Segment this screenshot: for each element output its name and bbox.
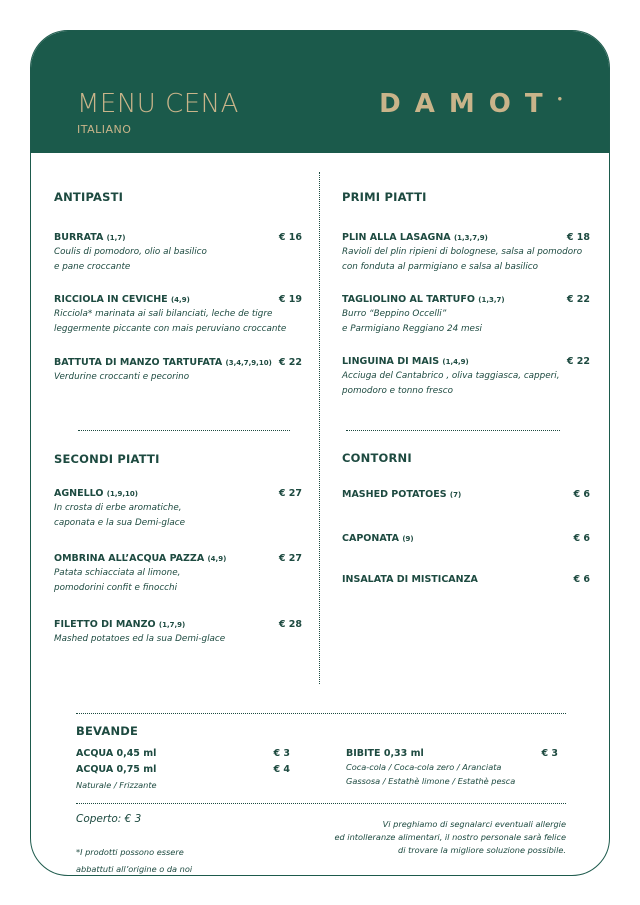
item-allergens: (1,9,10): [106, 490, 138, 498]
drink-item: [76, 764, 290, 775]
item-name: INSALATA DI MISTICANZA: [342, 574, 478, 585]
item-allergens: (1,7,9): [158, 621, 186, 629]
item-desc: Coca-cola / Coca-cola zero / Aranciata: [346, 762, 502, 772]
acqua-note: Naturale / Frizzante: [76, 780, 157, 790]
section-divider: [346, 430, 560, 431]
menu-language: ITALIANO: [77, 123, 132, 136]
item-name: TAGLIOLINO AL TARTUFO: [342, 294, 475, 305]
item-allergens: (1,3,7): [478, 296, 505, 304]
item-name: FILETTO DI MANZO: [54, 619, 156, 630]
allergie-line: Vi preghiamo di segnalarci eventuali allergie: [382, 819, 566, 829]
item-price: € 27: [278, 553, 302, 564]
item-name: ACQUA 0,75 ml: [76, 764, 157, 775]
note-line: abbattuti all’origine o da noi: [76, 864, 193, 874]
item-allergens: (1,3,7,9): [453, 234, 488, 242]
item-allergens: (7): [449, 491, 462, 499]
item-desc: Coulis di pomodoro, olio al basilico: [54, 247, 207, 257]
item-name: OMBRINA ALL’ACQUA PAZZA: [54, 553, 205, 564]
menu-item: [54, 488, 302, 531]
item-name: MASHED POTATOES: [342, 489, 447, 500]
menu-title: MENU CENA: [77, 89, 239, 119]
item-desc: In crosta di erbe aromatiche,: [54, 503, 182, 513]
item-name: BIBITE 0,33 ml: [346, 748, 424, 759]
section-title-primi: PRIMI PIATTI: [342, 190, 427, 204]
item-desc: pomodoro e tonno fresco: [342, 386, 453, 396]
menu-item: [342, 489, 590, 500]
menu-item: [342, 533, 590, 544]
item-desc: Verdurine croccanti e pecorino: [54, 372, 190, 382]
menu-item: [54, 232, 302, 275]
item-price: € 16: [278, 232, 302, 243]
item-name: PLIN ALLA LASAGNA: [342, 232, 451, 243]
item-desc: leggermente piccante con mais peruviano croccante: [54, 324, 287, 334]
item-price: € 22: [566, 294, 590, 305]
item-price: € 3: [541, 748, 558, 759]
item-price: € 22: [278, 357, 302, 368]
item-allergens: (1,4,9): [442, 358, 469, 366]
section-title-secondi: SECONDI PIATTI: [54, 452, 160, 466]
menu-header: [31, 31, 609, 153]
allergie-note: [334, 818, 566, 857]
item-name: RICCIOLA IN CEVICHE: [54, 294, 168, 305]
item-desc: con fonduta al parmigiano e salsa al basilico: [342, 262, 538, 272]
brand-logo-mark: •: [556, 94, 563, 106]
item-allergens: (9): [402, 535, 414, 543]
item-name: LINGUINA DI MAIS: [342, 356, 440, 367]
item-desc: e Parmigiano Reggiano 24 mesi: [342, 324, 482, 334]
item-price: € 28: [278, 619, 302, 630]
menu-item: [342, 294, 590, 337]
menu-item: [54, 619, 302, 647]
item-desc: caponata e la sua Demi-glace: [54, 518, 186, 528]
item-allergens: (3,4,7,9,10): [225, 359, 272, 367]
column-divider: [319, 172, 320, 684]
item-name: CAPONATA: [342, 533, 400, 544]
item-price: € 6: [573, 489, 590, 500]
item-desc: Gassosa / Estathè limone / Estathè pesca: [346, 776, 516, 786]
allergie-line: ed intolleranze alimentari, il nostro personale sarà felice: [334, 832, 566, 842]
item-allergens: (1,7): [106, 234, 126, 242]
section-title-antipasti: ANTIPASTI: [54, 190, 124, 204]
item-desc: pomodorini confit e finocchi: [54, 583, 178, 593]
item-allergens: (4,9): [170, 296, 190, 304]
item-desc: e pane croccante: [54, 262, 131, 272]
item-name: BURRATA: [54, 232, 104, 243]
section-title-bevande: BEVANDE: [76, 724, 139, 738]
item-desc: Ravioli del plin ripieni di bolognese, salsa al pomodoro: [342, 247, 583, 257]
bevande-top-divider: [76, 713, 566, 714]
item-desc: Mashed potatoes ed la sua Demi-glace: [54, 634, 226, 644]
item-price: € 6: [573, 533, 590, 544]
menu-item: [54, 553, 302, 596]
brand-logo: [379, 89, 563, 119]
drink-item: [346, 748, 558, 788]
footer-divider: [76, 803, 566, 804]
item-price: € 6: [573, 574, 590, 585]
item-price: € 22: [566, 356, 590, 367]
menu-item: [54, 294, 302, 337]
section-divider: [78, 430, 290, 431]
item-price: € 18: [566, 232, 590, 243]
menu-item: [342, 232, 590, 275]
menu-item: [54, 357, 302, 385]
section-title-contorni: CONTORNI: [342, 451, 412, 465]
menu-item: [342, 574, 590, 585]
item-desc: Acciuga del Cantabrico , oliva taggiasca, capperi,: [342, 371, 560, 381]
item-name: AGNELLO: [54, 488, 104, 499]
item-price: € 19: [278, 294, 302, 305]
brand-logo-text: DAMOT: [379, 89, 557, 119]
item-allergens: (4,9): [207, 555, 227, 563]
item-name: ACQUA 0,45 ml: [76, 748, 157, 759]
menu-item: [342, 356, 590, 399]
item-price: € 3: [273, 748, 290, 759]
allergie-line: di trovare la migliore soluzione possibile.: [398, 845, 566, 855]
item-price: € 27: [278, 488, 302, 499]
item-desc: Burro “Beppino Occelli”: [342, 309, 447, 319]
item-price: € 4: [273, 764, 290, 775]
coperto: Coperto: € 3: [76, 813, 142, 825]
note-line: *I prodotti possono essere: [76, 847, 184, 857]
item-desc: Ricciola* marinata ai sali bilanciati, leche de tigre: [54, 309, 273, 319]
abbattuti-note: [76, 844, 192, 878]
item-desc: Patata schiacciata al limone,: [54, 568, 181, 578]
drink-item: [76, 748, 290, 759]
item-name: BATTUTA DI MANZO TARTUFATA: [54, 357, 223, 368]
